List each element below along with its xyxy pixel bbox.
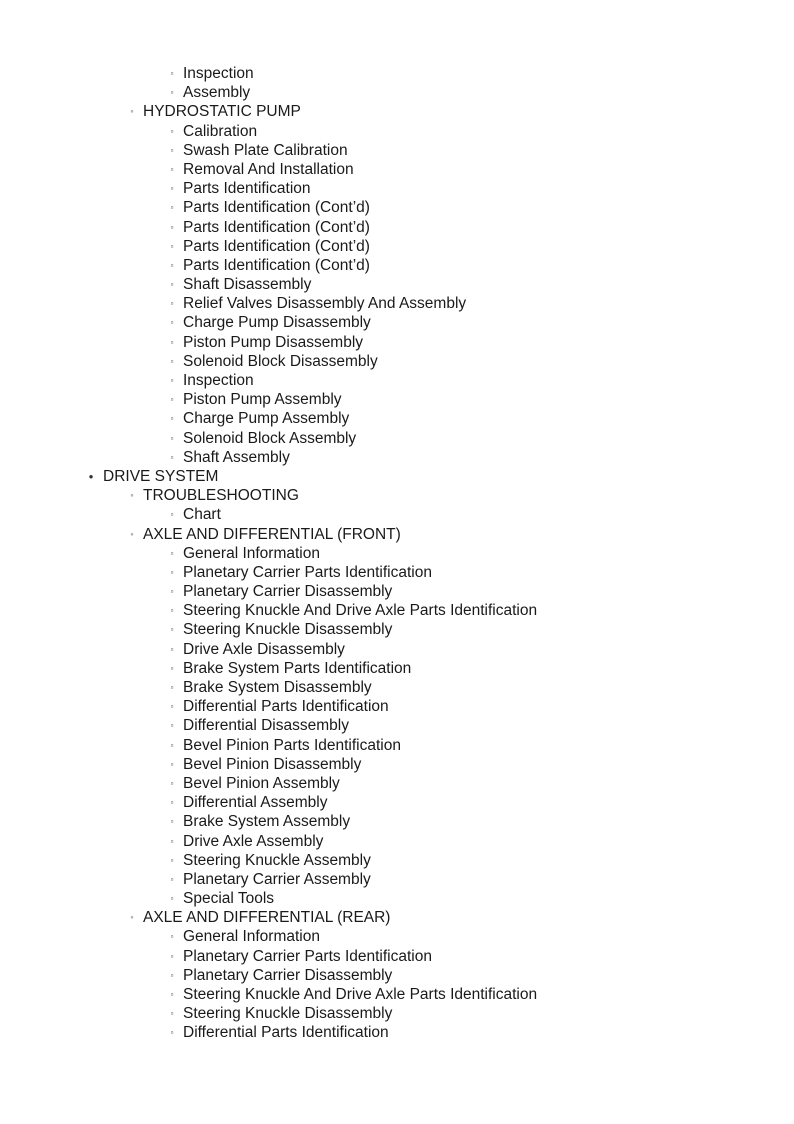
hollow-bullet-icon: ▫ [170, 337, 174, 347]
hollow-bullet-icon: ▫ [170, 970, 174, 980]
toc-item-level-2 [0, 947, 794, 966]
toc-item-level-2 [0, 64, 794, 83]
toc-item-label: General Information [183, 544, 320, 562]
toc-item-level-1 [0, 102, 794, 121]
toc-item-level-2 [0, 333, 794, 352]
hollow-bullet-icon: ▫ [170, 299, 174, 309]
toc-item-label: Swash Plate Calibration [183, 141, 348, 159]
hollow-bullet-icon: ▫ [170, 145, 174, 155]
toc-item-label: Drive Axle Assembly [183, 832, 324, 850]
toc-item-level-2 [0, 352, 794, 371]
toc-item-label: Parts Identification (Cont’d) [183, 218, 370, 236]
toc-item-label: Solenoid Block Assembly [183, 429, 357, 447]
toc-item-label: Parts Identification (Cont’d) [183, 199, 370, 217]
toc-item-label: Chart [183, 506, 221, 524]
toc-item-level-2 [0, 429, 794, 448]
hollow-bullet-icon: ▫ [170, 951, 174, 961]
hollow-bullet-icon: ▫ [170, 548, 174, 558]
toc-item-level-2 [0, 889, 794, 908]
toc-item-level-2 [0, 678, 794, 697]
toc-item-level-0 [0, 467, 794, 486]
hollow-bullet-icon: ▫ [170, 164, 174, 174]
toc-item-level-2 [0, 716, 794, 735]
toc-item-level-2 [0, 448, 794, 467]
toc-item-level-2 [0, 985, 794, 1004]
toc-item-label: General Information [183, 928, 320, 946]
toc-item-level-1 [0, 525, 794, 544]
hollow-bullet-icon: ▫ [170, 203, 174, 213]
hollow-bullet-icon: ▫ [170, 932, 174, 942]
toc-item-label: Steering Knuckle Disassembly [183, 1005, 393, 1023]
hollow-bullet-icon: ▫ [170, 606, 174, 616]
toc-item-level-2 [0, 774, 794, 793]
toc-item-level-2 [0, 179, 794, 198]
toc-item-level-2 [0, 1023, 794, 1042]
toc-item-label: Differential Disassembly [183, 717, 349, 735]
toc-item-label: Calibration [183, 122, 258, 140]
hollow-bullet-icon: ▫ [170, 88, 174, 98]
toc-item-label: Bevel Pinion Assembly [183, 774, 340, 792]
toc-item-level-2 [0, 563, 794, 582]
toc-item-label: Steering Knuckle And Drive Axle Parts Identification [183, 986, 538, 1003]
toc-item-label: Parts Identification (Cont’d) [183, 237, 370, 255]
toc-item-level-2 [0, 390, 794, 409]
toc-item-label: Special Tools [183, 890, 275, 908]
toc-item-label: Shaft Assembly [183, 448, 290, 466]
hollow-bullet-icon: ◦ [130, 106, 134, 117]
hollow-bullet-icon: ▫ [170, 260, 174, 270]
toc-item-level-2 [0, 659, 794, 678]
hollow-bullet-icon: ▫ [170, 855, 174, 865]
toc-item-label: Drive Axle Disassembly [183, 640, 345, 658]
hollow-bullet-icon: ▫ [170, 759, 174, 769]
toc-item-label: Removal And Installation [183, 160, 354, 178]
hollow-bullet-icon: ▫ [170, 644, 174, 654]
hollow-bullet-icon: ▫ [170, 721, 174, 731]
toc-item-label: Planetary Carrier Disassembly [183, 966, 393, 984]
toc-item-level-2 [0, 927, 794, 946]
toc-item-label: Solenoid Block Disassembly [183, 352, 378, 370]
hollow-bullet-icon: ◦ [130, 490, 134, 501]
toc-item-label: Steering Knuckle Disassembly [183, 621, 393, 639]
toc-item-level-1 [0, 486, 794, 505]
toc-item-label: Inspection [183, 372, 254, 389]
hollow-bullet-icon: ▫ [170, 395, 174, 405]
hollow-bullet-icon: ▫ [170, 778, 174, 788]
toc-item-label: Planetary Carrier Assembly [183, 870, 371, 888]
toc-item-label: Brake System Parts Identification [183, 659, 412, 677]
toc-item-label: Steering Knuckle Assembly [183, 851, 371, 869]
toc-item-label: Piston Pump Assembly [183, 391, 342, 409]
hollow-bullet-icon: ▫ [170, 817, 174, 827]
toc-item-level-2 [0, 736, 794, 755]
hollow-bullet-icon: ▫ [170, 836, 174, 846]
toc-item-level-2 [0, 198, 794, 217]
toc-item-label: Bevel Pinion Parts Identification [183, 736, 401, 754]
hollow-bullet-icon: ▫ [170, 222, 174, 232]
hollow-bullet-icon: ▫ [170, 1009, 174, 1019]
hollow-bullet-icon: ▫ [170, 874, 174, 884]
toc-item-label: Differential Assembly [183, 794, 328, 812]
hollow-bullet-icon: ▫ [170, 1028, 174, 1038]
toc-item-level-2 [0, 141, 794, 160]
toc-item-label: Brake System Disassembly [183, 679, 372, 696]
toc-item-level-2 [0, 812, 794, 831]
hollow-bullet-icon: ▫ [170, 414, 174, 424]
toc-item-level-2 [0, 640, 794, 659]
toc-item-level-2 [0, 237, 794, 256]
toc-item-level-2 [0, 601, 794, 620]
toc-item-level-2 [0, 544, 794, 563]
hollow-bullet-icon: ▫ [170, 894, 174, 904]
toc-item-level-2 [0, 620, 794, 639]
toc-item-level-2 [0, 697, 794, 716]
hollow-bullet-icon: ▫ [170, 567, 174, 577]
toc-item-label: DRIVE SYSTEM [103, 467, 219, 485]
toc-item-level-2 [0, 966, 794, 985]
toc-item-label: Shaft Disassembly [183, 276, 312, 294]
toc-item-label: Relief Valves Disassembly And Assembly [183, 295, 467, 313]
hollow-bullet-icon: ▫ [170, 356, 174, 366]
toc-item-label: HYDROSTATIC PUMP [143, 103, 301, 121]
hollow-bullet-icon: ▫ [170, 510, 174, 520]
toc-item-label: Planetary Carrier Parts Identification [183, 947, 432, 965]
toc-item-label: Planetary Carrier Disassembly [183, 583, 393, 601]
toc-item-level-2 [0, 832, 794, 851]
toc-item-label: Piston Pump Disassembly [183, 333, 364, 351]
hollow-bullet-icon: ▫ [170, 433, 174, 443]
hollow-bullet-icon: ▫ [170, 587, 174, 597]
toc-item-label: Planetary Carrier Parts Identification [183, 563, 432, 581]
toc-item-label: Charge Pump Assembly [183, 410, 350, 428]
hollow-bullet-icon: ▫ [170, 318, 174, 328]
toc-item-label: Differential Parts Identification [183, 1024, 389, 1042]
toc-item-level-2 [0, 218, 794, 237]
toc-item-level-2 [0, 313, 794, 332]
toc-item-level-2 [0, 870, 794, 889]
hollow-bullet-icon: ▫ [170, 798, 174, 808]
toc-item-level-2 [0, 160, 794, 179]
toc-item-label: Assembly [183, 84, 251, 102]
toc-item-level-2 [0, 582, 794, 601]
hollow-bullet-icon: ▫ [170, 683, 174, 692]
hollow-bullet-icon: ▫ [170, 126, 174, 136]
toc-item-label: Charge Pump Disassembly [183, 314, 371, 332]
hollow-bullet-icon: ▫ [170, 280, 174, 290]
hollow-bullet-icon: ▫ [170, 625, 174, 635]
hollow-bullet-icon: ▫ [170, 702, 174, 712]
toc-item-level-2 [0, 755, 794, 774]
toc-item-label: AXLE AND DIFFERENTIAL (FRONT) [143, 525, 401, 543]
hollow-bullet-icon: ▫ [170, 184, 174, 194]
hollow-bullet-icon: ▫ [170, 376, 174, 385]
filled-bullet-icon: • [88, 468, 94, 484]
toc-item-level-2 [0, 83, 794, 102]
toc-item-level-2 [0, 1004, 794, 1023]
toc-item-label: Inspection [183, 65, 254, 82]
table-of-contents [0, 64, 794, 1043]
toc-item-level-2 [0, 851, 794, 870]
toc-item-label: Parts Identification (Cont’d) [183, 256, 370, 274]
hollow-bullet-icon: ▫ [170, 241, 174, 251]
toc-item-label: AXLE AND DIFFERENTIAL (REAR) [143, 909, 391, 927]
toc-item-level-1 [0, 908, 794, 927]
toc-item-label: Differential Parts Identification [183, 698, 389, 716]
toc-item-level-2 [0, 256, 794, 275]
toc-item-label: Steering Knuckle And Drive Axle Parts Identification [183, 602, 538, 620]
toc-item-label: TROUBLESHOOTING [143, 487, 299, 505]
toc-item-level-2 [0, 409, 794, 428]
toc-item-label: Brake System Assembly [183, 813, 351, 831]
toc-item-level-2 [0, 371, 794, 390]
hollow-bullet-icon: ▫ [170, 663, 174, 673]
toc-item-level-2 [0, 122, 794, 141]
toc-item-level-2 [0, 505, 794, 524]
hollow-bullet-icon: ▫ [170, 69, 174, 78]
hollow-bullet-icon: ◦ [130, 912, 134, 923]
hollow-bullet-icon: ◦ [130, 528, 134, 539]
toc-item-label: Parts Identification [183, 180, 311, 198]
toc-item-level-2 [0, 275, 794, 294]
toc-item-label: Bevel Pinion Disassembly [183, 755, 362, 773]
hollow-bullet-icon: ▫ [170, 452, 174, 462]
toc-item-level-2 [0, 793, 794, 812]
hollow-bullet-icon: ▫ [170, 740, 174, 750]
hollow-bullet-icon: ▫ [170, 990, 174, 999]
toc-item-level-2 [0, 294, 794, 313]
